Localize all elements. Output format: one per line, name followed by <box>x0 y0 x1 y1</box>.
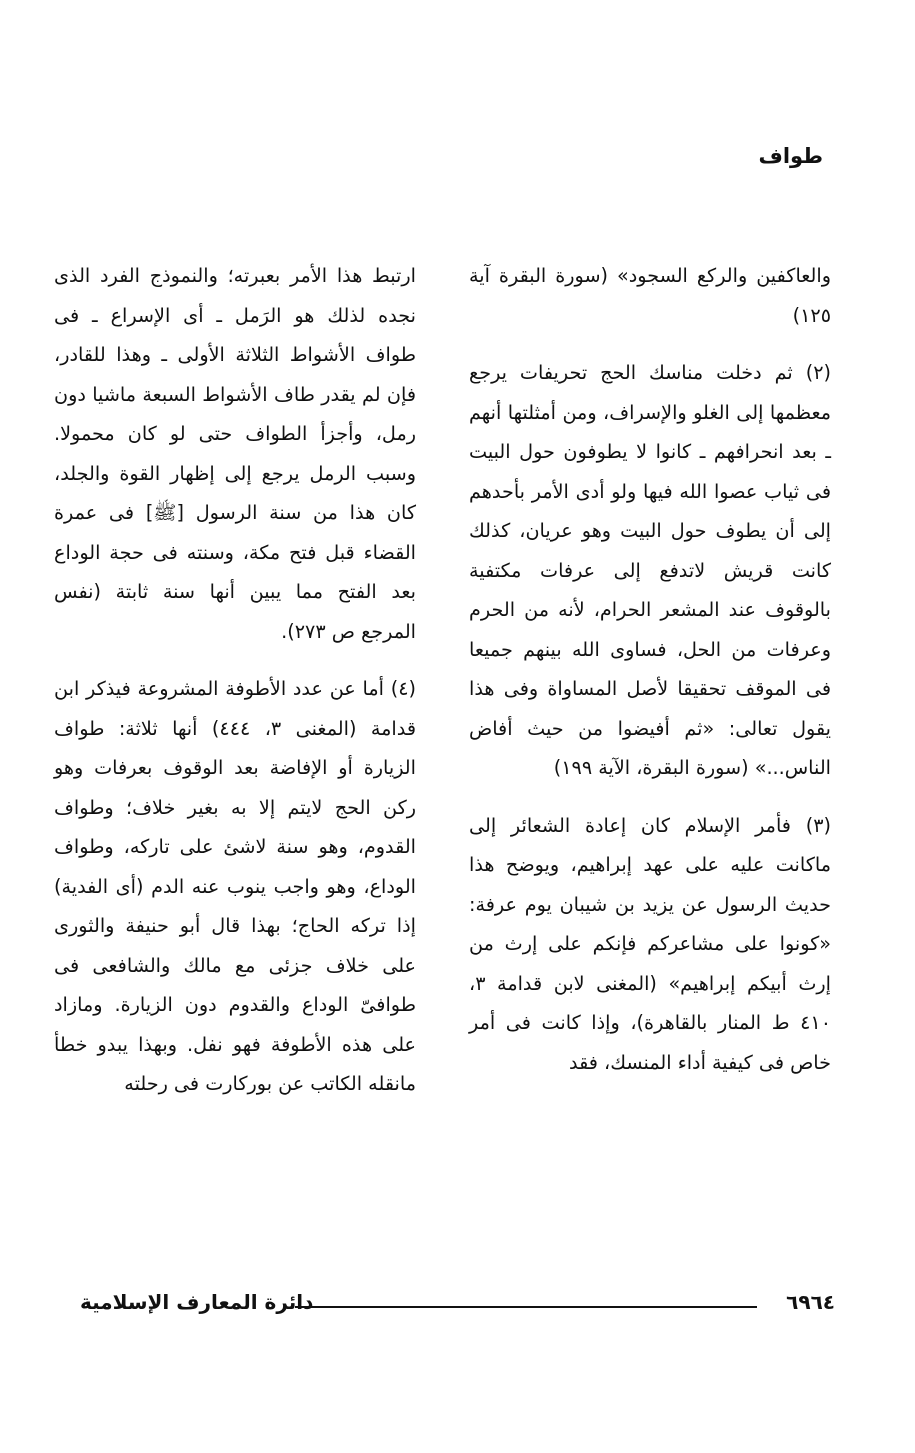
paragraph: والعاكفين والركع السجود» (سورة البقرة آية ١٢٥) <box>469 264 831 327</box>
running-head: طواف <box>758 144 823 168</box>
paragraph: (٤) أما عن عدد الأطوفة المشروعة فيذكر ابن قدامة (المغنى ٣، ٤٤٤) أنها ثلاثة: طواف الزيارة أو الإفاضة بعد الوقوف بعرفات وهو ركن الحج لايتم إلا به بغير خلاف؛ وطواف القدوم، وهو سنة لاشئ على تاركه، وطواف الوداع، وهو واجب ينوب عنه الدم (أى الفدية) إذا تركه الحاج؛ بهذا قال أبو حنيفة والثورى على خلاف جزئى مع مالك والشافعى فى طوافىّ الوداع والقدوم دون الزيارة. ومازاد على هذه الأطوفة فهو نفل. وبهذا يبدو خطأ مانقله الكاتب عن بوركارت فى رحلته <box>54 677 416 1095</box>
right-column <box>469 256 831 1100</box>
paragraph: (٣) فأمر الإسلام كان إعادة الشعائر إلى ماكانت عليه على عهد إبراهيم، ويوضح هذا حديث الرسول عن يزيد بن شيبان يوم عرفة: «كونوا على مشاعركم فإنكم على إرث من إرث أبيكم إبراهيم» (المغنى لابن قدامة ٣، ٤١٠ ط المنار بالقاهرة)، وإذا كانت فى أمر خاص فى كيفية أداء المنسك، فقد <box>469 813 831 1074</box>
paragraph: ارتبط هذا الأمر بعبرته؛ والنموذج الفرد الذى نجده لذلك هو الرَمل ـ أى الإسراع ـ فى طواف الأشواط الثلاثة الأولى ـ وهذا للقادر، فإن لم يقدر طاف الأشواط السبعة ماشيا دون رمل، وأجزأ الطواف حتى لو كان محمولا. وسبب الرمل يرجع إلى إظهار القوة والجلد، كان هذا من سنة الرسول [ﷺ] فى عمرة القضاء قبل فتح مكة، وسنته فى حجة الوداع بعد الفتح مما يبين أنها سنة ثابتة (نفس المرجع ص ٢٧٣). <box>54 264 416 643</box>
footer-rule <box>295 1306 757 1308</box>
page-number: ٦٩٦٤ <box>786 1290 835 1314</box>
left-column <box>54 256 416 1122</box>
paragraph: (٢) ثم دخلت مناسك الحج تحريفات يرجع معظمها إلى الغلو والإسراف، ومن أمثلتها أنهم ـ بعد انحرافهم ـ كانوا لا يطوفون حول البيت فى ثياب عصوا الله فيها ولو أدى الأمر بأحدهم إلى أن يطوف حول البيت وهو عريان، كذلك كانت قريش لاتدفع إلى عرفات مكتفية بالوقوف عند المشعر الحرام، لأنه من الحرم وعرفات من الحل، فساوى الله بينهم جميعا فى الموقف تحقيقا لأصل المساواة وفى هذا يقول تعالى: «ثم أفيضوا من حيث أفاض الناس...» (سورة البقرة، الآية ١٩٩) <box>469 361 831 779</box>
journal-title: دائرة المعارف الإسلامية <box>80 1290 314 1314</box>
page-footer <box>80 1286 835 1326</box>
